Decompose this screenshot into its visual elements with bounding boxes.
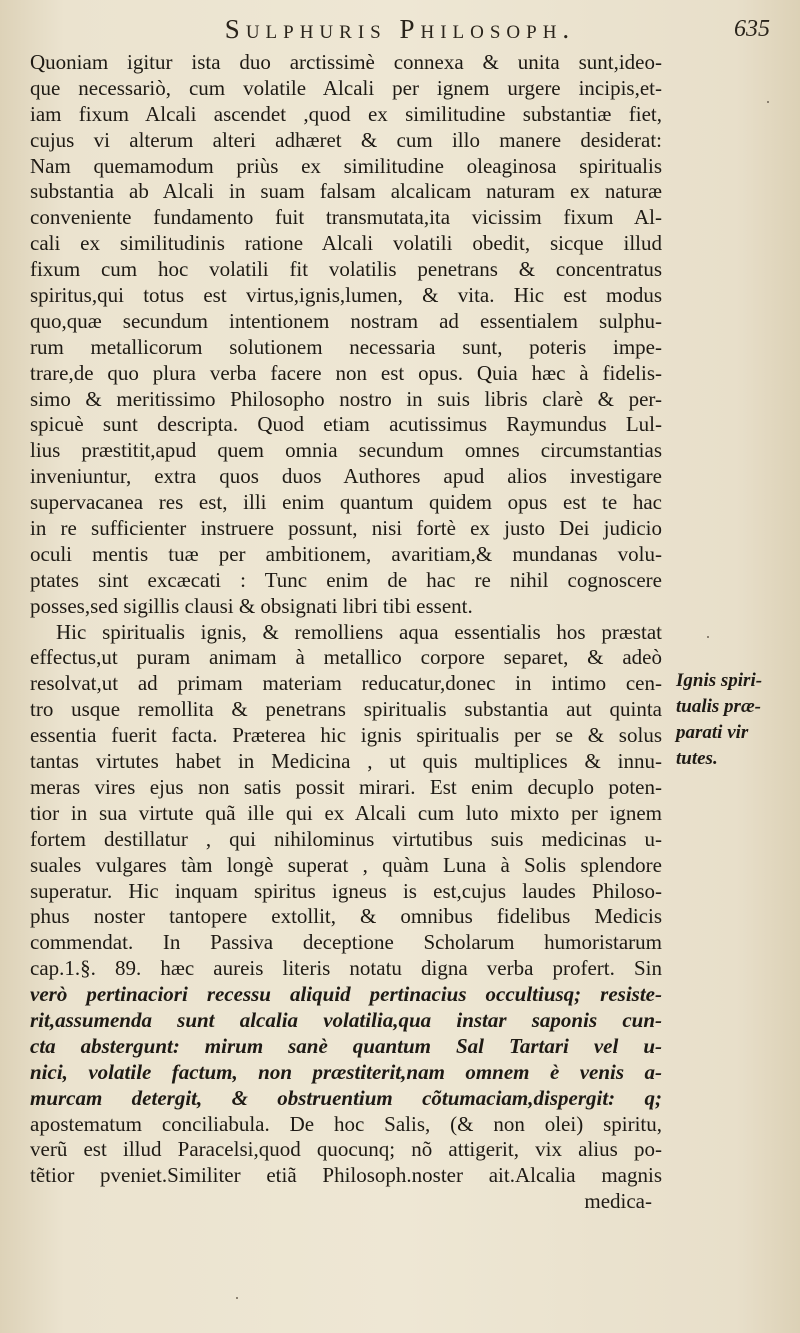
margin-note-line: tutes. xyxy=(676,747,718,769)
text-line: fixum cum hoc volatili fit volatilis penetrans & concentratus xyxy=(30,257,662,282)
text-line: inveniuntur, extra quos duos Authores apud alios investigare xyxy=(30,464,662,489)
text-line-italic: cta abstergunt: mirum sanè quantum Sal Tartari vel u- xyxy=(30,1033,662,1058)
text-line: Hic spiritualis ignis, & remolliens aqua essentialis hos præstat xyxy=(56,619,662,644)
text-line: supervacanea res est, illi enim quantum quidem opus est te hac xyxy=(30,490,662,515)
text-line: lius præstitit,apud quem omnia secundum omnes circumstantias xyxy=(30,438,662,463)
margin-note-line: tualis præ- xyxy=(676,695,761,717)
text-line-italic: rit,assumenda sunt alcalia volatilia,qua instar saponis cun- xyxy=(30,1007,662,1032)
text-line: posses,sed sigillis clausi & obsignati libri tibi essent. xyxy=(30,593,473,618)
text-line: apostematum conciliabula. De hoc Salis, (& non olei) spiritu, xyxy=(30,1111,662,1136)
body-text xyxy=(30,50,662,1215)
text-line: superatur. Hic inquam spiritus igneus is est,cujus laudes Philoso- xyxy=(30,878,662,903)
text-line: substantia ab Alcali in suam falsam alcalicam naturam ex naturæ xyxy=(30,179,662,204)
catchword: medica- xyxy=(584,1189,652,1214)
text-line: cujus vi alterum alteri adhæret & cum illo manere desiderat: xyxy=(30,127,662,152)
text-line: fortem destillatur , qui nihilominus virtutibus suis medicinas u- xyxy=(30,826,662,851)
text-line: Nam quemamodum priùs ex similitudine oleaginosa spiritualis xyxy=(30,153,662,178)
ink-speck xyxy=(767,101,769,103)
ink-speck xyxy=(236,1297,238,1299)
text-line: simo & meritissimo Philosopho nostro in suis libris clarè & per- xyxy=(30,386,662,411)
page-header xyxy=(40,14,770,54)
text-line: Quoniam igitur ista duo arctissimè connexa & unita sunt,ideo- xyxy=(30,50,662,74)
text-line: meras vires ejus non satis possit mirari. Est enim decuplo poten- xyxy=(30,774,662,799)
text-line: spiritus,qui totus est virtus,ignis,lumen, & vita. Hic est modus xyxy=(30,283,662,308)
text-line: tẽtior pveniet.Similiter etiã Philosoph.noster ait.Alcalia magnis xyxy=(30,1163,662,1188)
text-line: iam fixum Alcali ascendet ,quod ex similitudine substantiæ fiet, xyxy=(30,101,662,126)
text-line: suales vulgares tàm longè superat , quàm Luna à Solis splendore xyxy=(30,852,662,877)
text-line: effectus,ut puram animam à metallico corpore separet, & adeò xyxy=(30,645,662,670)
text-line: quo,quæ secundum intentionem nostram ad essentialem sulphu- xyxy=(30,308,662,333)
text-line-italic: nici, volatile factum, non præstiterit,nam omnem è venis a- xyxy=(30,1059,662,1084)
text-line: trare,de quo plura verba facere non est opus. Quia hæc à fidelis- xyxy=(30,360,662,385)
text-line: cali ex similitudinis ratione Alcali volatili obedit, sicque illud xyxy=(30,231,662,256)
text-line: cap.1.§. 89. hæc aureis literis notatu digna verba profert. Sin xyxy=(30,956,662,981)
text-line: essentia fuerit facta. Præterea hic ignis spiritualis per se & solus xyxy=(30,723,662,748)
text-line: conveniente fundamento fuit transmutata,ita vicissim fixum Al- xyxy=(30,205,662,230)
text-line: tro usque remollita & penetrans spiritualis substantia aut quinta xyxy=(30,697,662,722)
text-line: oculi mentis tuæ per ambitionem, avaritiam,& mundanas volu- xyxy=(30,541,662,566)
running-head: Sulphuris Philosoph. xyxy=(224,14,576,44)
text-line-italic: murcam detergit, & obstruentium cõtumaciam,dispergit: q; xyxy=(30,1085,662,1110)
text-line: rum metallicorum solutionem necessaria sunt, poteris impe- xyxy=(30,334,662,359)
ink-speck xyxy=(707,636,709,638)
text-line: resolvat,ut ad primam materiam reducatur,donec in intimo cen- xyxy=(30,671,662,696)
text-line: ptates sint excæcati : Tunc enim de hac re nihil cognoscere xyxy=(30,567,662,592)
margin-note-line: parati vir xyxy=(676,721,749,743)
text-line: que necessariò, cum volatile Alcali per ignem urgere incipis,et- xyxy=(30,75,662,100)
margin-note-line: Ignis spiri- xyxy=(676,670,763,691)
text-line: tantas virtutes habet in Medicina , ut quis multiplices & innu- xyxy=(30,749,662,774)
text-line: commendat. In Passiva deceptione Scholarum humoristarum xyxy=(30,930,662,955)
text-line: in re sufficienter instruere possunt, nisi fortè ex justo Dei judicio xyxy=(30,516,662,541)
text-line: verũ est illud Paracelsi,quod quocunq; nõ attigerit, vix alius po- xyxy=(30,1137,662,1162)
text-line-italic: verò pertinaciori recessu aliquid pertinacius occultiusq; resiste- xyxy=(30,982,662,1007)
page-number: 635 xyxy=(734,16,770,42)
margin-note xyxy=(676,668,796,772)
text-line: spicuè sunt descripta. Quod etiam acutissimus Raymundus Lul- xyxy=(30,412,662,437)
text-line: phus noster tantopere extollit, & omnibus fidelibus Medicis xyxy=(30,904,662,929)
text-line: tior in sua virtute quã ille qui ex Alcali cum luto mixto per ignem xyxy=(30,800,662,825)
